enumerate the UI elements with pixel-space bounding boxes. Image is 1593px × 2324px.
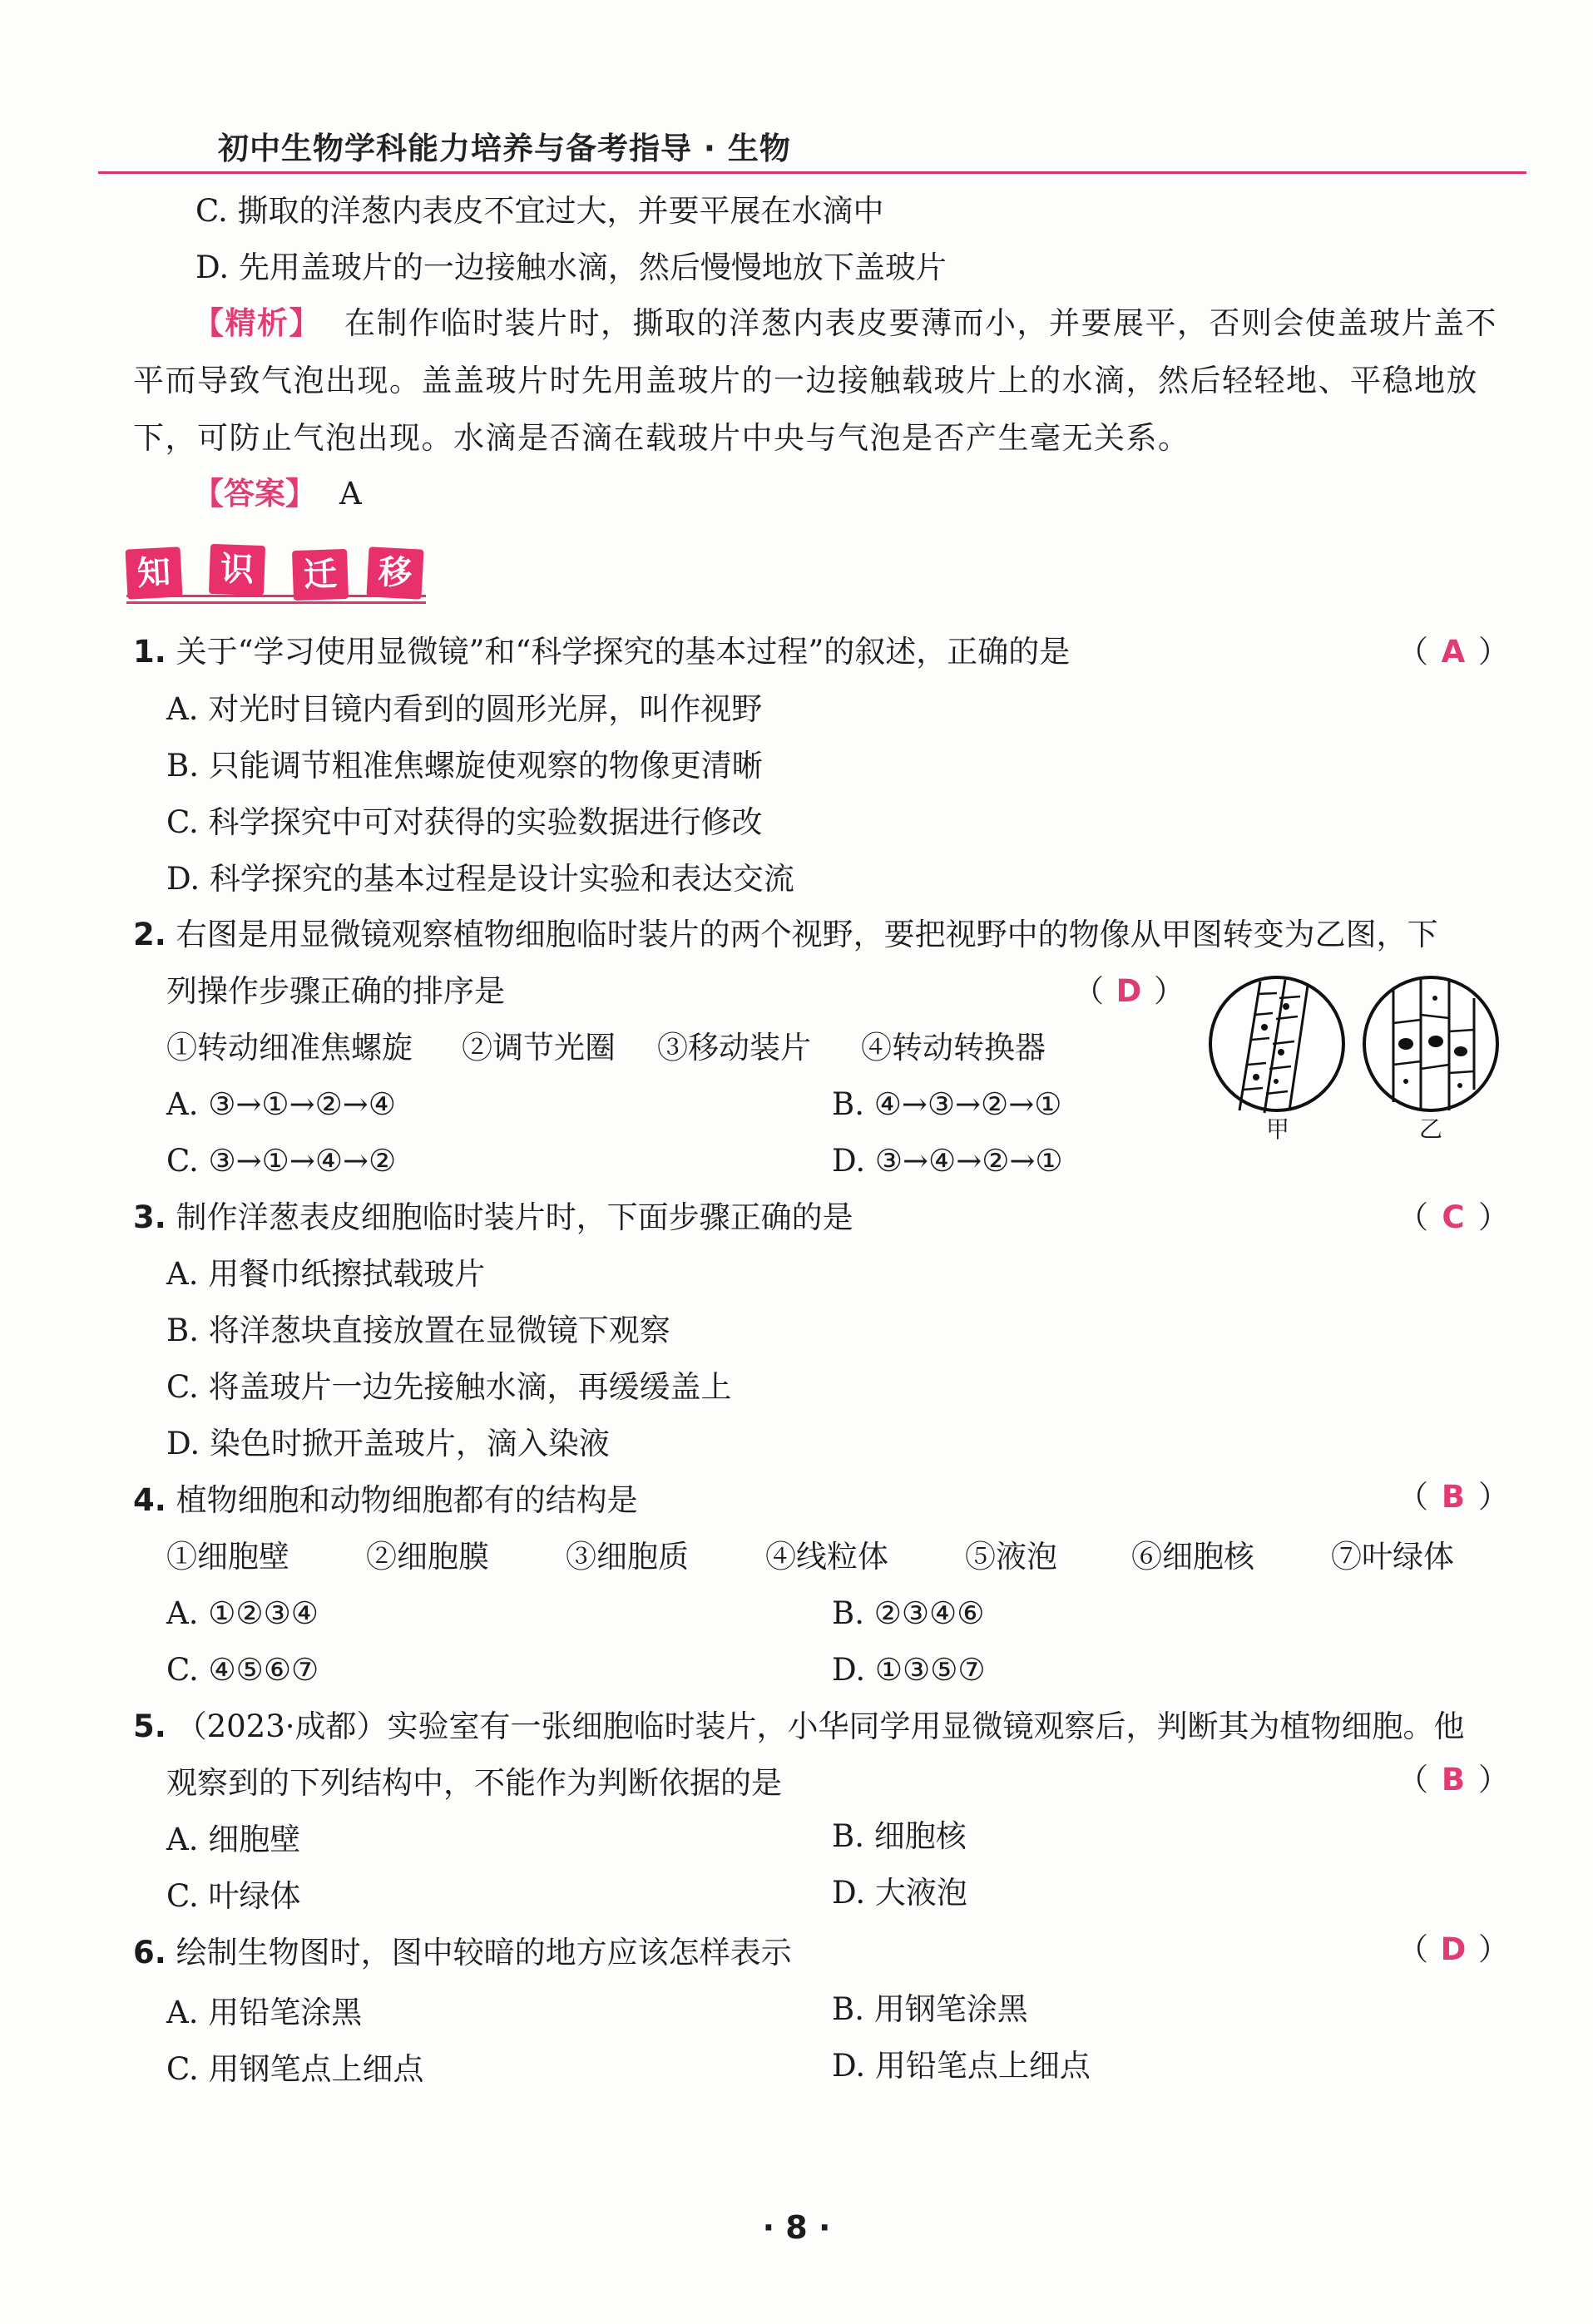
- question-6-option-d: D. 用铅笔点上细点: [832, 2048, 1091, 2084]
- figure-label-yi: 乙: [1419, 1115, 1443, 1143]
- question-3-answer: （ C ）: [1398, 1199, 1509, 1235]
- question-6-option-b: B. 用钢笔涂黑: [832, 1991, 1028, 2027]
- question-4-item-1: ①细胞壁: [166, 1539, 289, 1575]
- prior-option-c: C. 撕取的洋葱内表皮不宜过大，并要平展在水滴中: [195, 193, 884, 229]
- question-4-item-6: ⑥细胞核: [1131, 1539, 1254, 1575]
- question-4-item-2: ②细胞膜: [366, 1539, 489, 1575]
- question-4-option-a: A. ①②③④: [166, 1595, 319, 1631]
- question-3-option-b: B. 将洋葱块直接放置在显微镜下观察: [166, 1313, 670, 1348]
- answer-value: A: [339, 476, 362, 512]
- question-5-stem-line1: 5. （2023·成都）实验室有一张细胞临时装片，小华同学用显微镜观察后，判断其为植物细胞。他: [133, 1708, 1465, 1744]
- question-2-option-c: C. ③→①→④→②: [166, 1143, 397, 1179]
- question-4-option-c: C. ④⑤⑥⑦: [166, 1652, 319, 1688]
- question-2-step-3: ③移动装片: [657, 1030, 811, 1066]
- banner-char: 识: [209, 544, 265, 596]
- prior-option-d: D. 先用盖玻片的一边接触水滴，然后慢慢地放下盖玻片: [195, 250, 947, 285]
- page-number: · 8 ·: [762, 2209, 831, 2246]
- question-1-option-c: C. 科学探究中可对获得的实验数据进行修改: [166, 804, 763, 840]
- figure-label-jia: 甲: [1266, 1115, 1290, 1143]
- microscope-fields-drawing: [1206, 965, 1506, 1148]
- question-3-option-a: A. 用餐巾纸擦拭载玻片: [166, 1256, 486, 1292]
- question-5-option-a: A. 细胞壁: [166, 1822, 301, 1857]
- field-yi-drawing: [1364, 977, 1497, 1110]
- question-2-stem-line2: 列操作步骤正确的排序是: [166, 973, 505, 1009]
- question-3-option-c: C. 将盖玻片一边先接触水滴，再缓缓盖上: [166, 1369, 732, 1405]
- analysis-paragraph: [133, 294, 1506, 467]
- question-2-step-1: ①转动细准焦螺旋: [166, 1030, 413, 1066]
- question-4-item-4: ④线粒体: [765, 1539, 888, 1575]
- question-1-option-d: D. 科学探究的基本过程是设计实验和表达交流: [166, 861, 794, 897]
- question-6-answer: （ D ）: [1398, 1931, 1509, 1967]
- question-4-item-7: ⑦叶绿体: [1331, 1539, 1454, 1575]
- field-jia-drawing: [1210, 977, 1343, 1113]
- banner-char: 移: [366, 546, 423, 599]
- answer-tag: 【答案】: [193, 476, 316, 512]
- question-2-stem-line1: 2. 右图是用显微镜观察植物细胞临时装片的两个视野，要把视野中的物像从甲图转变为乙图，下: [133, 917, 1438, 952]
- question-3-stem: 3. 制作洋葱表皮细胞临时装片时，下面步骤正确的是: [133, 1199, 853, 1235]
- question-2-step-2: ②调节光圈: [462, 1030, 616, 1066]
- banner-underline: [126, 601, 426, 604]
- question-4-stem: 4. 植物细胞和动物细胞都有的结构是: [133, 1482, 638, 1518]
- question-1-stem: 1. 关于“学习使用显微镜”和“科学探究的基本过程”的叙述，正确的是: [133, 634, 1071, 670]
- question-2-option-b: B. ④→③→②→①: [832, 1086, 1062, 1122]
- banner-char: 知: [125, 546, 182, 599]
- microscope-fields-figure: [1206, 965, 1506, 1148]
- question-6-option-a: A. 用铅笔涂黑: [166, 1995, 363, 2030]
- question-4-option-b: B. ②③④⑥: [832, 1595, 985, 1631]
- question-5-option-c: C. 叶绿体: [166, 1878, 301, 1914]
- question-4-answer: （ B ）: [1398, 1479, 1509, 1515]
- analysis-tag: 【精析】: [193, 305, 321, 341]
- question-4-option-d: D. ①③⑤⑦: [832, 1652, 986, 1688]
- question-5-stem-line2: 观察到的下列结构中，不能作为判断依据的是: [166, 1765, 782, 1801]
- question-4-item-3: ③细胞质: [566, 1539, 689, 1575]
- question-5-option-b: B. 细胞核: [832, 1818, 967, 1854]
- question-1-option-a: A. 对光时目镜内看到的圆形光屏，叫作视野: [166, 691, 763, 727]
- question-3-option-d: D. 染色时掀开盖玻片，滴入染液: [166, 1426, 610, 1461]
- answer-line: [193, 476, 362, 512]
- banner-char: 迁: [292, 549, 349, 601]
- question-6-option-c: C. 用钢笔点上细点: [166, 2051, 424, 2087]
- question-2-answer: （ D ）: [1073, 973, 1185, 1009]
- banner-underline: [126, 595, 426, 597]
- question-4-item-5: ⑤液泡: [965, 1539, 1057, 1575]
- question-1-answer: （ A ）: [1398, 634, 1509, 670]
- knowledge-transfer-banner: [126, 545, 426, 603]
- question-5-option-d: D. 大液泡: [832, 1875, 967, 1911]
- question-2-option-a: A. ③→①→②→④: [166, 1086, 396, 1122]
- running-head: 初中生物学科能力培养与备考指导 · 生物: [218, 131, 791, 166]
- question-6-stem: 6. 绘制生物图时，图中较暗的地方应该怎样表示: [133, 1935, 792, 1970]
- question-5-answer: （ B ）: [1398, 1762, 1509, 1797]
- header-rule: [98, 171, 1526, 174]
- question-2-option-d: D. ③→④→②→①: [832, 1143, 1063, 1179]
- analysis-text: 在制作临时装片时，撕取的洋葱内表皮要薄而小，并要展平，否则会使盖玻片盖不平而导致气泡出现。盖盖玻片时先用盖玻片的一边接触载玻片上的水滴，然后轻轻地、平稳地放下，可防止气泡出现。水滴是否滴在载玻片中央与气泡是否产生毫无关系。: [133, 305, 1497, 456]
- question-1-option-b: B. 只能调节粗准焦螺旋使观察的物像更清晰: [166, 748, 763, 784]
- question-2-step-4: ④转动转换器: [861, 1030, 1046, 1066]
